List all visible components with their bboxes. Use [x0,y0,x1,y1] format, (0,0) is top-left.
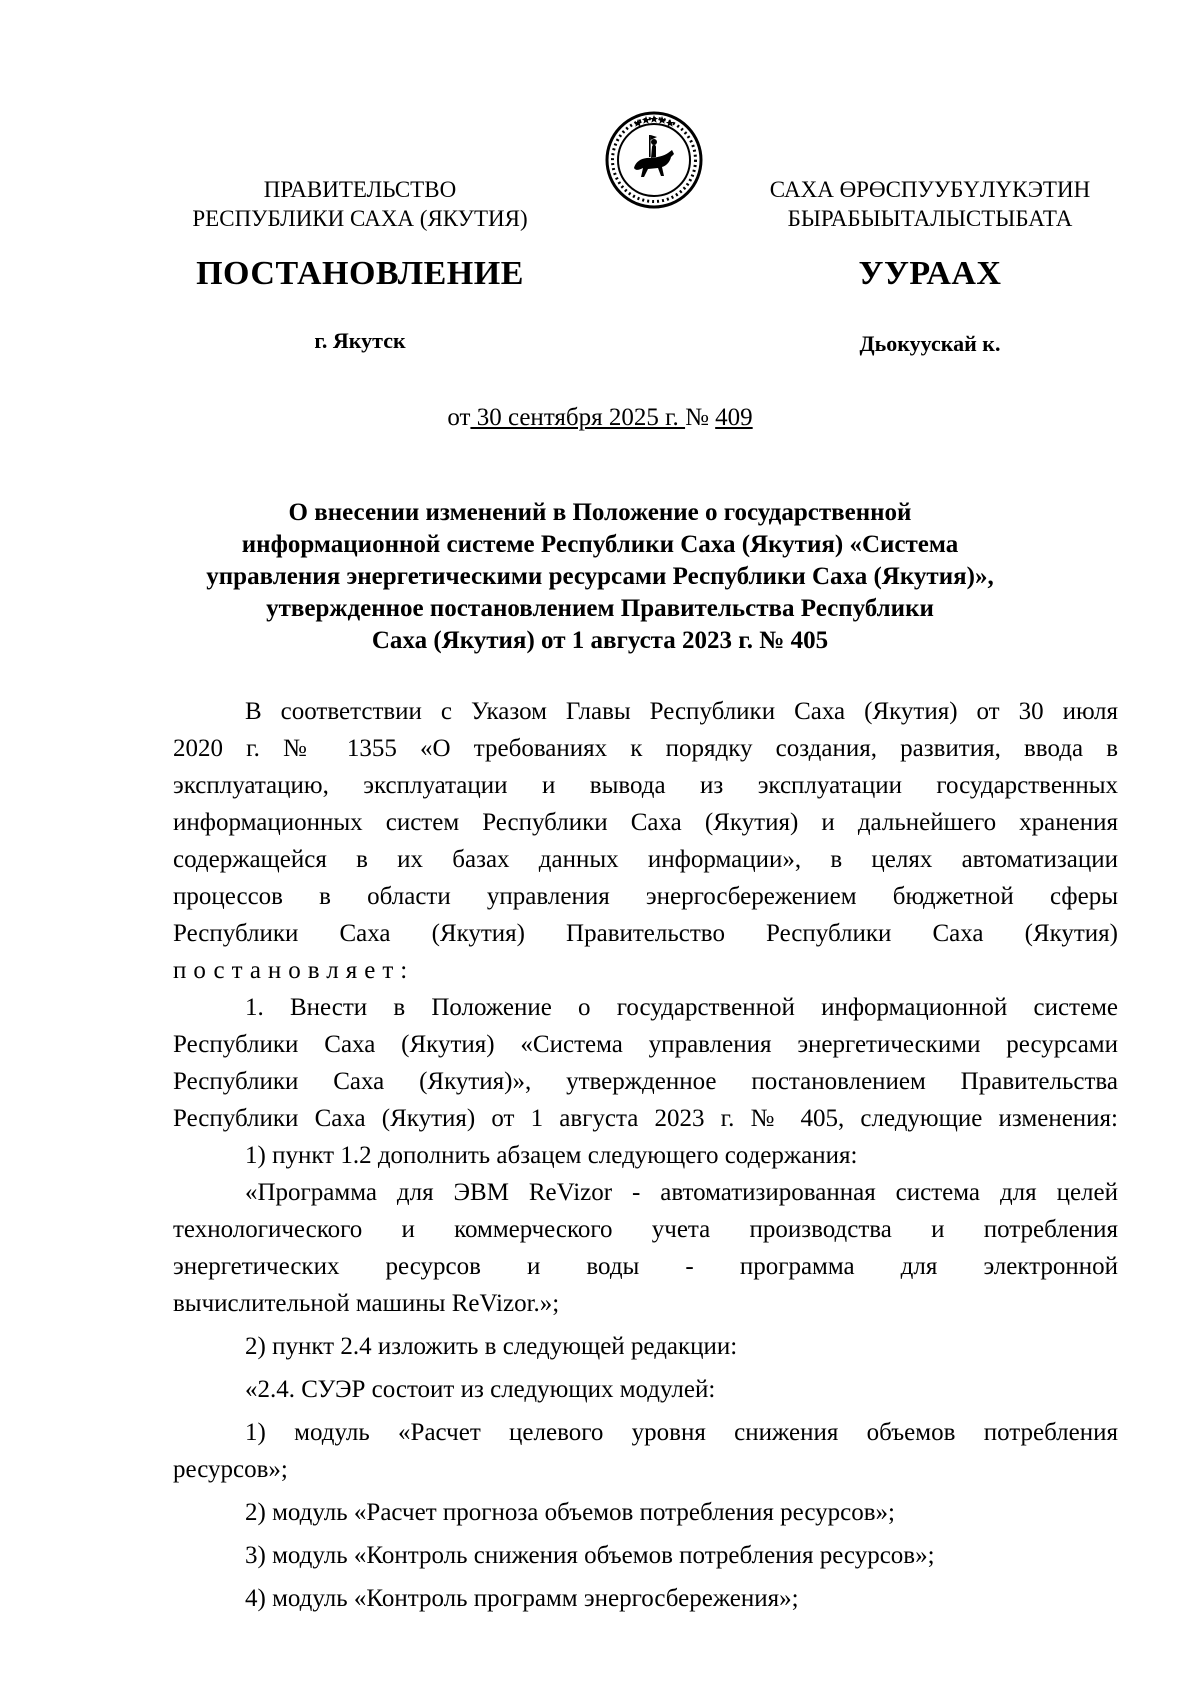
body-line: ресурсов»; [173,1456,288,1483]
title-line: Саха (Якутия) от 1 августа 2023 г. № 405 [371,627,829,654]
body-line: Республики Саха (Якутия) «Система управления энергетическими ресурсами [173,1031,1118,1058]
doc-type-sakha: УУРААХ [858,255,1002,292]
body-line: 1) пункт 1.2 дополнить абзацем следующего содержания: [245,1142,858,1169]
body-line: Республики Саха (Якутия) Правительство Республики Саха (Якутия) [173,920,1118,947]
title-line: утвержденное постановлением Правительства Республики [266,595,934,622]
body-line: 1) модуль «Расчет целевого уровня снижения объемов потребления [245,1419,1118,1446]
org-line: ПРАВИТЕЛЬСТВО [263,177,457,202]
body-line: «2.4. СУЭР состоит из следующих модулей: [245,1376,716,1403]
doc-type-russian: ПОСТАНОВЛЕНИЕ [196,255,524,292]
body-line: «Программа для ЭВМ ReVizor - автоматизированная система для целей [245,1179,1118,1206]
org-line: САХА ӨРӨСПУУБҮЛҮКЭТИН [769,177,1091,202]
org-line: БЫРАБЫЫТАЛЫСТЫБАТА [787,206,1073,231]
body-line: 2020 г. № 1355 «О требованиях к порядку создания, развития, ввода в [173,735,1118,762]
number-sign: № [685,404,716,431]
body-line: содержащейся в их базах данных информации», в целях автоматизации [173,846,1118,873]
body-line: постановляет: [173,957,415,984]
decree-number: 409 [715,404,753,431]
body-line: технологического и коммерческого учета производства и потребления [173,1216,1118,1243]
decree-date-number [0,404,1200,432]
city-sakha: Дьокуускай к. [859,331,1001,356]
body-line: В соответствии с Указом Главы Республики Саха (Якутия) от 30 июля [245,698,1118,725]
body-line: информационных систем Республики Саха (Якутия) и дальнейшего хранения [173,809,1118,836]
government-name-russian [170,175,550,233]
body-line: 2) модуль «Расчет прогноза объемов потребления ресурсов»; [245,1499,895,1526]
body-line: 2) пункт 2.4 изложить в следующей редакции: [245,1333,738,1360]
government-name-sakha [740,175,1120,233]
body-line: эксплуатацию, эксплуатации и вывода из эксплуатации государственных [173,772,1118,799]
title-line: управления энергетическими ресурсами Республики Саха (Якутия)», [206,563,994,590]
coat-of-arms-emblem [604,110,704,210]
body-line: Республики Саха (Якутия) от 1 августа 2023 г. № 405, следующие изменения: [173,1105,1118,1132]
body-line: 4) модуль «Контроль программ энергосбережения»; [245,1585,799,1612]
body-line: Республики Саха (Якутия)», утвержденное постановлением Правительства [173,1068,1118,1095]
decree-body [173,693,1118,1617]
title-line: информационной системе Республики Саха (Якутия) «Система [241,531,959,558]
date-prefix: от [447,404,471,431]
body-line: вычислительной машины ReVizor.»; [173,1290,560,1317]
body-line: 1. Внести в Положение о государственной информационной системе [245,994,1118,1021]
org-line: РЕСПУБЛИКИ САХА (ЯКУТИЯ) [192,206,528,231]
decree-title [180,497,1020,657]
body-line: энергетических ресурсов и воды - программа для электронной [173,1253,1118,1280]
city-russian: г. Якутск [314,328,406,353]
body-line: процессов в области управления энергосбережением бюджетной сферы [173,883,1118,910]
decree-date: 30 сентября 2025 г. [470,404,686,431]
title-line: О внесении изменений в Положение о государственной [288,499,912,526]
body-line: 3) модуль «Контроль снижения объемов потребления ресурсов»; [245,1542,935,1569]
